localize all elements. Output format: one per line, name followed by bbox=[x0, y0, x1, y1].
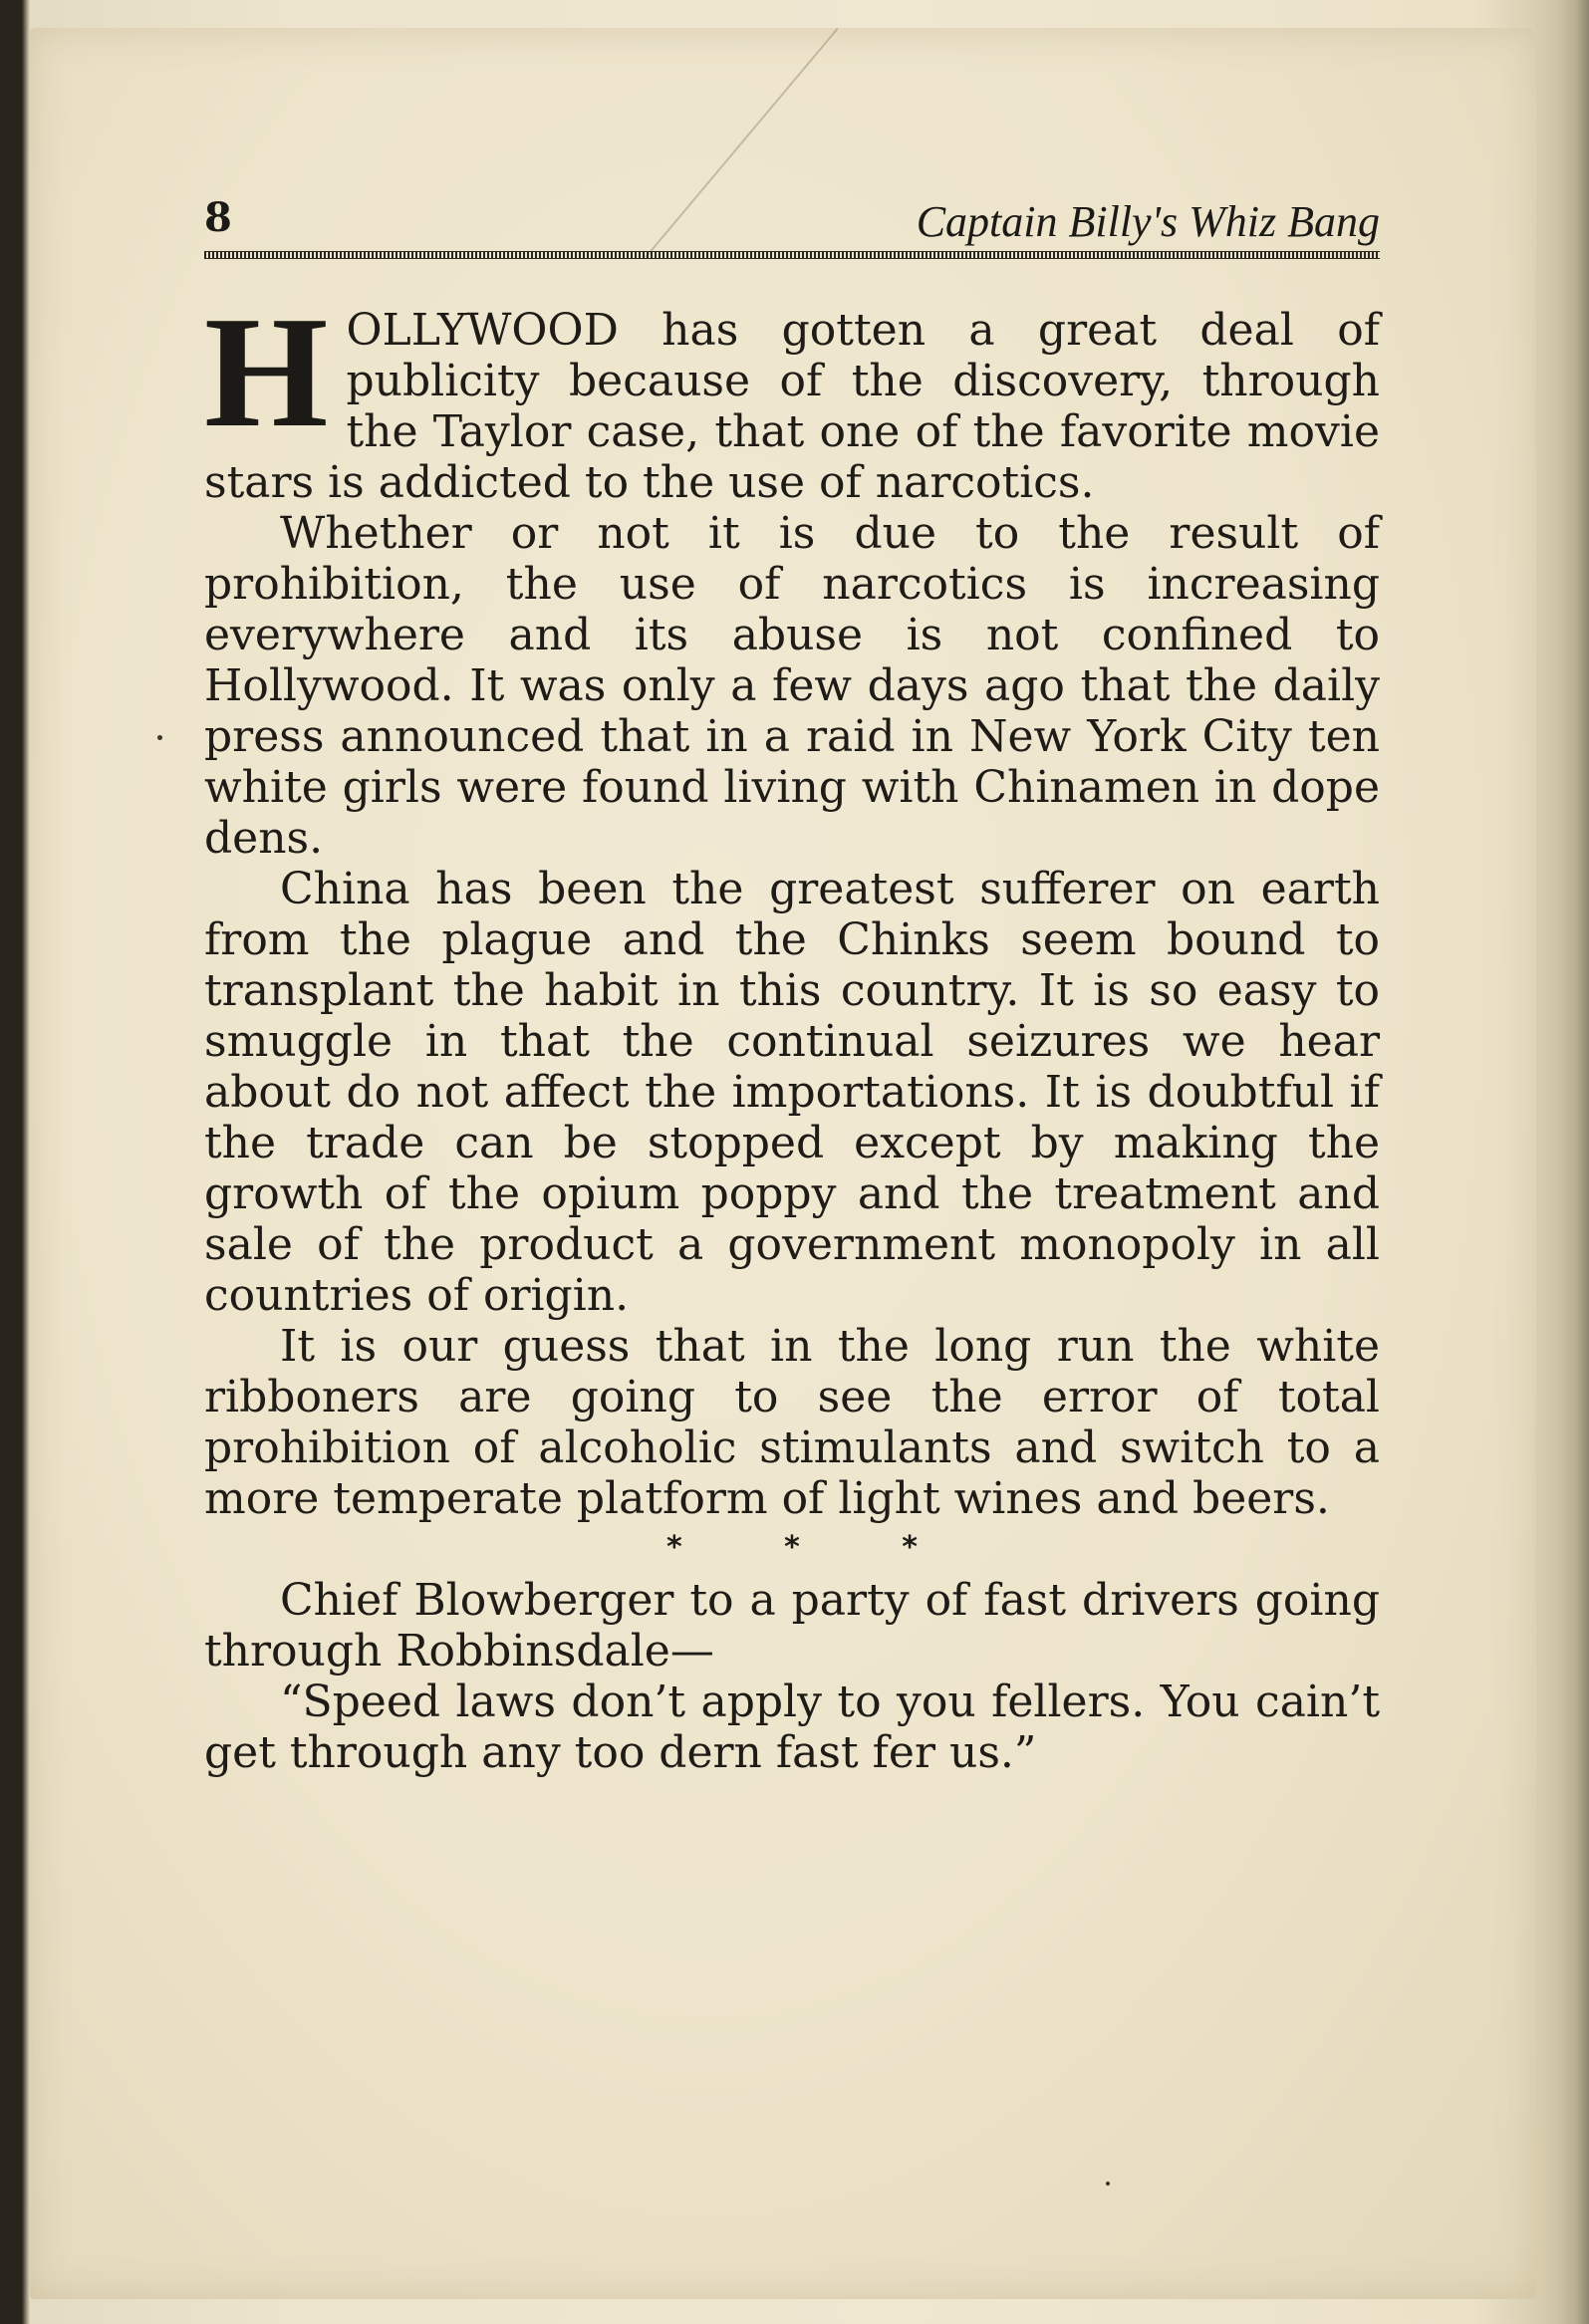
section-divider: * * * bbox=[666, 1530, 963, 1565]
article-paragraph-4: It is our guess that in the long run the white ribboners are going to see the error of total prohibition of alcoholic stimulants and switch to a more temperate platform of light wines and beers. bbox=[204, 1321, 1380, 1524]
article-paragraph-3: China has been the greatest sufferer on earth from the plague and the Chinks seem bound to transplant the habit in this country. It is so easy to smuggle in that the continual seizures we hear about do not affect the importations. It is doubtful if the trade can be stopped except by making the growth of the opium poppy and the treatment and sale of the product a government monopoly in all countries of origin. bbox=[204, 864, 1380, 1321]
article-paragraph-2: Whether or not it is due to the result of prohibition, the use of narcotics is increasing everywhere and its abuse is not confined to Hollywood. It was only a few days ago that the daily press announced that in a raid in New York City ten white girls were found living with Chinamen in dope dens. bbox=[204, 508, 1380, 864]
drop-cap: H bbox=[204, 283, 329, 460]
joke-paragraph-1: Chief Blowberger to a party of fast drivers going through Robbinsdale— bbox=[204, 1575, 1380, 1677]
article-body bbox=[204, 283, 1380, 1778]
page-edge bbox=[1536, 0, 1589, 2324]
article-paragraph-1 bbox=[204, 283, 1380, 508]
paper-speck bbox=[1106, 2182, 1110, 2186]
header-rule bbox=[204, 251, 1380, 259]
page-header bbox=[204, 194, 1380, 264]
paper-speck bbox=[157, 735, 162, 740]
article-paragraph-1-text: OLLYWOOD has gotten a great deal of publicity because of the discovery, through the Taylor case, that one of the favorite movie stars is addicted to the use of narcotics. bbox=[204, 305, 1380, 508]
running-head: Captain Billy's Whiz Bang bbox=[916, 197, 1380, 246]
joke-paragraph-2: “Speed laws don’t apply to you fellers. You cain’t get through any too dern fast fer us.” bbox=[204, 1677, 1380, 1778]
page-number: 8 bbox=[204, 194, 232, 241]
